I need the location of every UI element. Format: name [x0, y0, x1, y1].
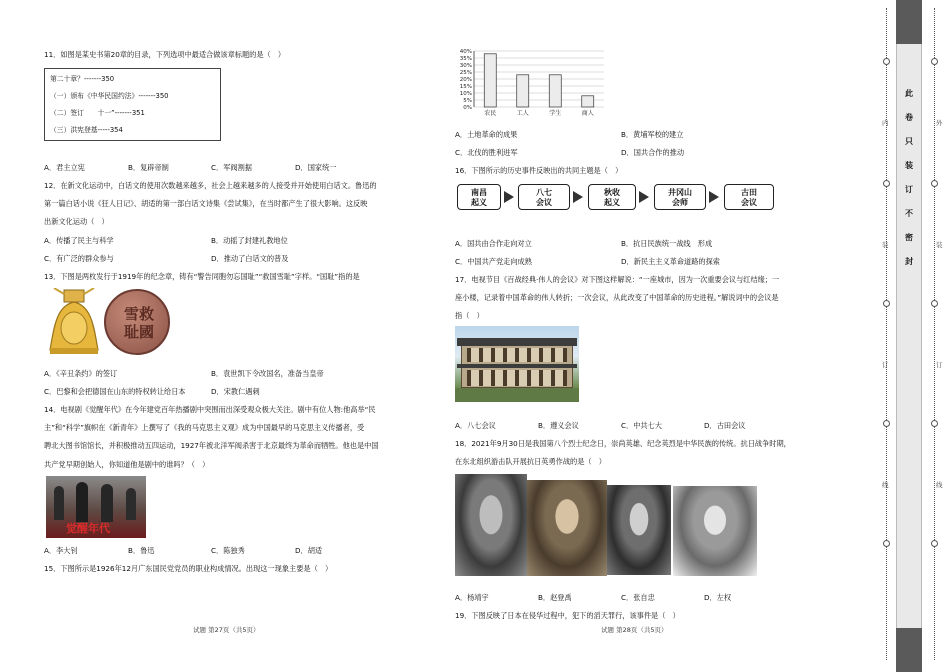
flow-arrow — [573, 191, 583, 203]
q15-option-c: C．北伐的胜利进军 — [455, 148, 518, 157]
y-tick-label: 0% — [463, 105, 472, 111]
q12-stem-line: 第一篇白话小说《狂人日记》、胡适的第一部白话文诗集《尝试集》，在当时都产生了很大影响。这反映 — [44, 199, 368, 208]
binding-hole — [931, 300, 938, 307]
inner-label: 装 — [882, 241, 889, 249]
y-tick-label: 30% — [459, 63, 472, 69]
q14-option-a: A．李大钊 — [44, 546, 78, 555]
binding-hole — [883, 420, 890, 427]
coin-medal-image — [104, 289, 170, 355]
x-tick-label: 商人 — [581, 110, 594, 117]
bar-2 — [549, 75, 561, 107]
q13-option-a: A．《辛丑条约》的签订 — [44, 369, 118, 378]
toc-line: （二）签订 十一”-------351 — [50, 109, 145, 117]
q14-option-c: C．陈独秀 — [211, 546, 245, 555]
q12-option-a: A．传播了民主与科学 — [44, 236, 114, 245]
portrait-zhang-zizhong — [607, 485, 671, 575]
q16-option-d: D．新民主主义革命道路的探索 — [621, 257, 720, 266]
q11-option-b: B．复辟帝制 — [128, 163, 169, 172]
flow-arrow — [504, 191, 514, 203]
flow-box-baqi: 八七 会议 — [518, 184, 570, 210]
zunyi-building-photo — [455, 326, 579, 402]
x-tick-label: 工人 — [516, 110, 529, 117]
q11-option-a: A．君主立宪 — [44, 163, 85, 172]
flow-box-gutian: 古田 会议 — [724, 184, 774, 210]
q11-toc-box — [44, 68, 221, 141]
q14-option-d: D．胡适 — [295, 546, 323, 555]
seal-char: 装 — [905, 161, 913, 170]
page-footer-left: 试题 第27页（共5页） — [193, 626, 260, 634]
q17-stem-line: 指（ ） — [455, 311, 484, 320]
flow-arrow — [709, 191, 719, 203]
q18-option-d: D．左权 — [704, 593, 732, 602]
bar-3 — [582, 96, 594, 107]
flow-box-nanchang: 南昌 起义 — [457, 184, 501, 210]
flow-box-jinggangshan: 井冈山 会师 — [654, 184, 706, 210]
q11-stem: 11．如图是某史书第20章的目录，下列选项中最适合做该章标题的是（ ） — [44, 50, 286, 59]
q12-option-c: C．有广泛的群众参与 — [44, 254, 114, 263]
inner-label: 内 — [882, 119, 889, 127]
portrait-yang-jingyu — [455, 474, 527, 576]
q17-stem-line: 座小楼，记录着中国革命的伟人转折；一次会议，从此改变了中国革命的历史进程。”解说词中的会议是 — [455, 293, 779, 302]
seal-strip-bottom — [896, 628, 922, 672]
seal-char: 此 — [905, 89, 913, 98]
q17-option-a: A．八七会议 — [455, 421, 496, 430]
toc-line: （一）颁布《中华民国约法》-------350 — [50, 92, 169, 100]
y-tick-label: 15% — [459, 84, 472, 90]
binding-hole — [931, 540, 938, 547]
binding-hole — [931, 180, 938, 187]
q12-stem-line: 12．在新文化运动中，白话文的使用次数越来越多，社会上越来越多的人接受并开始使用白话文。鲁迅的 — [44, 181, 377, 190]
q18-option-b: B．赵登禹 — [538, 593, 572, 602]
drama-poster-image — [46, 476, 146, 538]
q18-stem-line: 18．2021年9月30日是我国第八个烈士纪念日，崇尚英雄、纪念英烈是中华民族的传统。抗日战争时期， — [455, 439, 791, 448]
q17-option-d: D．古田会议 — [704, 421, 746, 430]
inner-dotted-line — [886, 8, 887, 660]
q11-option-d: D．国家统一 — [295, 163, 337, 172]
seal-strip — [896, 0, 922, 672]
outer-label: 订 — [936, 361, 943, 369]
q13-option-b: B．袁世凯下令改国名，准备当皇帝 — [211, 369, 324, 378]
portrait-zhao-dengyu — [527, 480, 607, 576]
outer-label: 外 — [936, 119, 943, 127]
inner-label: 线 — [882, 481, 889, 489]
q11-option-c: C．军阀割据 — [211, 163, 252, 172]
q16-option-a: A．国共由合作走向对立 — [455, 239, 532, 248]
seal-char: 密 — [905, 233, 913, 242]
q14-stem-line: 聘北大图书馆馆长，并积极推动五四运动，1927年被北洋军阀杀害于北京最终为革命而牺牲。他也是中国 — [44, 441, 379, 450]
q15-option-b: B．黄埔军校的建立 — [621, 130, 684, 139]
outer-dotted-line — [934, 8, 935, 660]
q16-option-b: B．抗日民族统一战线 形成 — [621, 239, 713, 248]
q13-option-d: D．宋教仁遇刺 — [211, 387, 260, 396]
q15-stem: 15．下图所示是1926年12月广东国民党党员的职业构成情况。出现这一现象主要是（ ） — [44, 564, 333, 573]
page-footer-right: 试题 第28页（共5页） — [601, 626, 668, 634]
y-tick-label: 25% — [459, 70, 472, 76]
binding-hole — [931, 58, 938, 65]
bar-1 — [517, 75, 529, 107]
q14-option-b: B．鲁迅 — [128, 546, 155, 555]
q16-stem: 16．下图所示的历史事件反映出的共同主题是（ ） — [455, 166, 623, 175]
q15-option-d: D．国共合作的推动 — [621, 148, 685, 157]
q14-stem-line: 14．电视剧《觉醒年代》在今年建党百年热播剧中突围而出深受观众极大关注。剧中有位人物:他高举“民 — [44, 405, 376, 414]
seal-char: 订 — [905, 185, 913, 194]
inner-label: 订 — [882, 361, 889, 369]
coin-medal-text: 雪救 耻國 — [123, 305, 154, 341]
y-tick-label: 20% — [459, 77, 472, 83]
x-tick-label: 农民 — [484, 110, 497, 117]
binding-hole — [931, 420, 938, 427]
bell-medal-image — [46, 288, 102, 358]
q17-option-c: C．中共七大 — [621, 421, 662, 430]
seal-strip-top — [896, 0, 922, 44]
outer-label: 线 — [936, 481, 943, 489]
q12-option-d: D．推动了白话文的普及 — [211, 254, 289, 263]
binding-hole — [883, 540, 890, 547]
y-tick-label: 40% — [459, 49, 472, 55]
binding-hole — [883, 180, 890, 187]
y-tick-label: 5% — [463, 98, 472, 104]
q12-option-b: B．动摇了封建礼教地位 — [211, 236, 288, 245]
q18-option-a: A．杨靖宇 — [455, 593, 489, 602]
q15-option-a: A．土地革命的成果 — [455, 130, 518, 139]
x-tick-label: 学生 — [549, 110, 562, 117]
toc-line: （三）洪宪登基-----354 — [50, 126, 123, 134]
portrait-zuo-quan — [673, 486, 757, 576]
drama-poster-title: 觉醒年代 — [66, 522, 110, 535]
q14-stem-line: 共产党早期创始人，你知道他是剧中的谁吗？（ ） — [44, 460, 210, 469]
occupation-bar-chart — [452, 47, 612, 119]
bar-0 — [484, 54, 496, 107]
binding-hole — [883, 58, 890, 65]
q18-option-c: C．张自忠 — [621, 593, 655, 602]
y-tick-label: 35% — [459, 56, 472, 62]
toc-line: 第二十章？-------350 — [50, 75, 115, 83]
q13-option-c: C．巴黎和会把德国在山东的特权转让给日本 — [44, 387, 186, 396]
q12-stem-line: 出新文化运动（ ） — [44, 217, 109, 226]
q13-stem: 13．下图是两枚发行于1919年的纪念章，铸有“警告同胞勿忘国耻”“救国雪耻”字样。“国耻”指的是 — [44, 272, 360, 281]
q18-stem-line: 在东北组织游击队开展抗日英勇作战的是（ ） — [455, 457, 606, 466]
q16-option-c: C．中国共产党走向成熟 — [455, 257, 532, 266]
binding-hole — [883, 300, 890, 307]
flow-arrow — [639, 191, 649, 203]
seal-char: 只 — [905, 137, 913, 146]
q14-stem-line: 主”和“科学”旗帜在《新青年》上撰写了《我的马克思主义观》成为中国最早的马克思主义传播者，受 — [44, 423, 365, 432]
outer-label: 装 — [936, 241, 943, 249]
q17-stem-line: 17．电视节目《百战经典·伟人的会议》对下图这样解说：“一座城市，因为一次重要会议与红结缘；一 — [455, 275, 780, 284]
y-tick-label: 10% — [459, 91, 472, 97]
q19-stem: 19．下图反映了日本在侵华过程中，犯下的滔天罪行，该事件是（ ） — [455, 611, 680, 620]
flow-box-qiushou: 秋收 起义 — [588, 184, 636, 210]
q17-option-b: B．遵义会议 — [538, 421, 579, 430]
seal-char: 不 — [905, 209, 913, 218]
seal-char: 卷 — [905, 113, 913, 122]
seal-char: 封 — [905, 257, 913, 266]
